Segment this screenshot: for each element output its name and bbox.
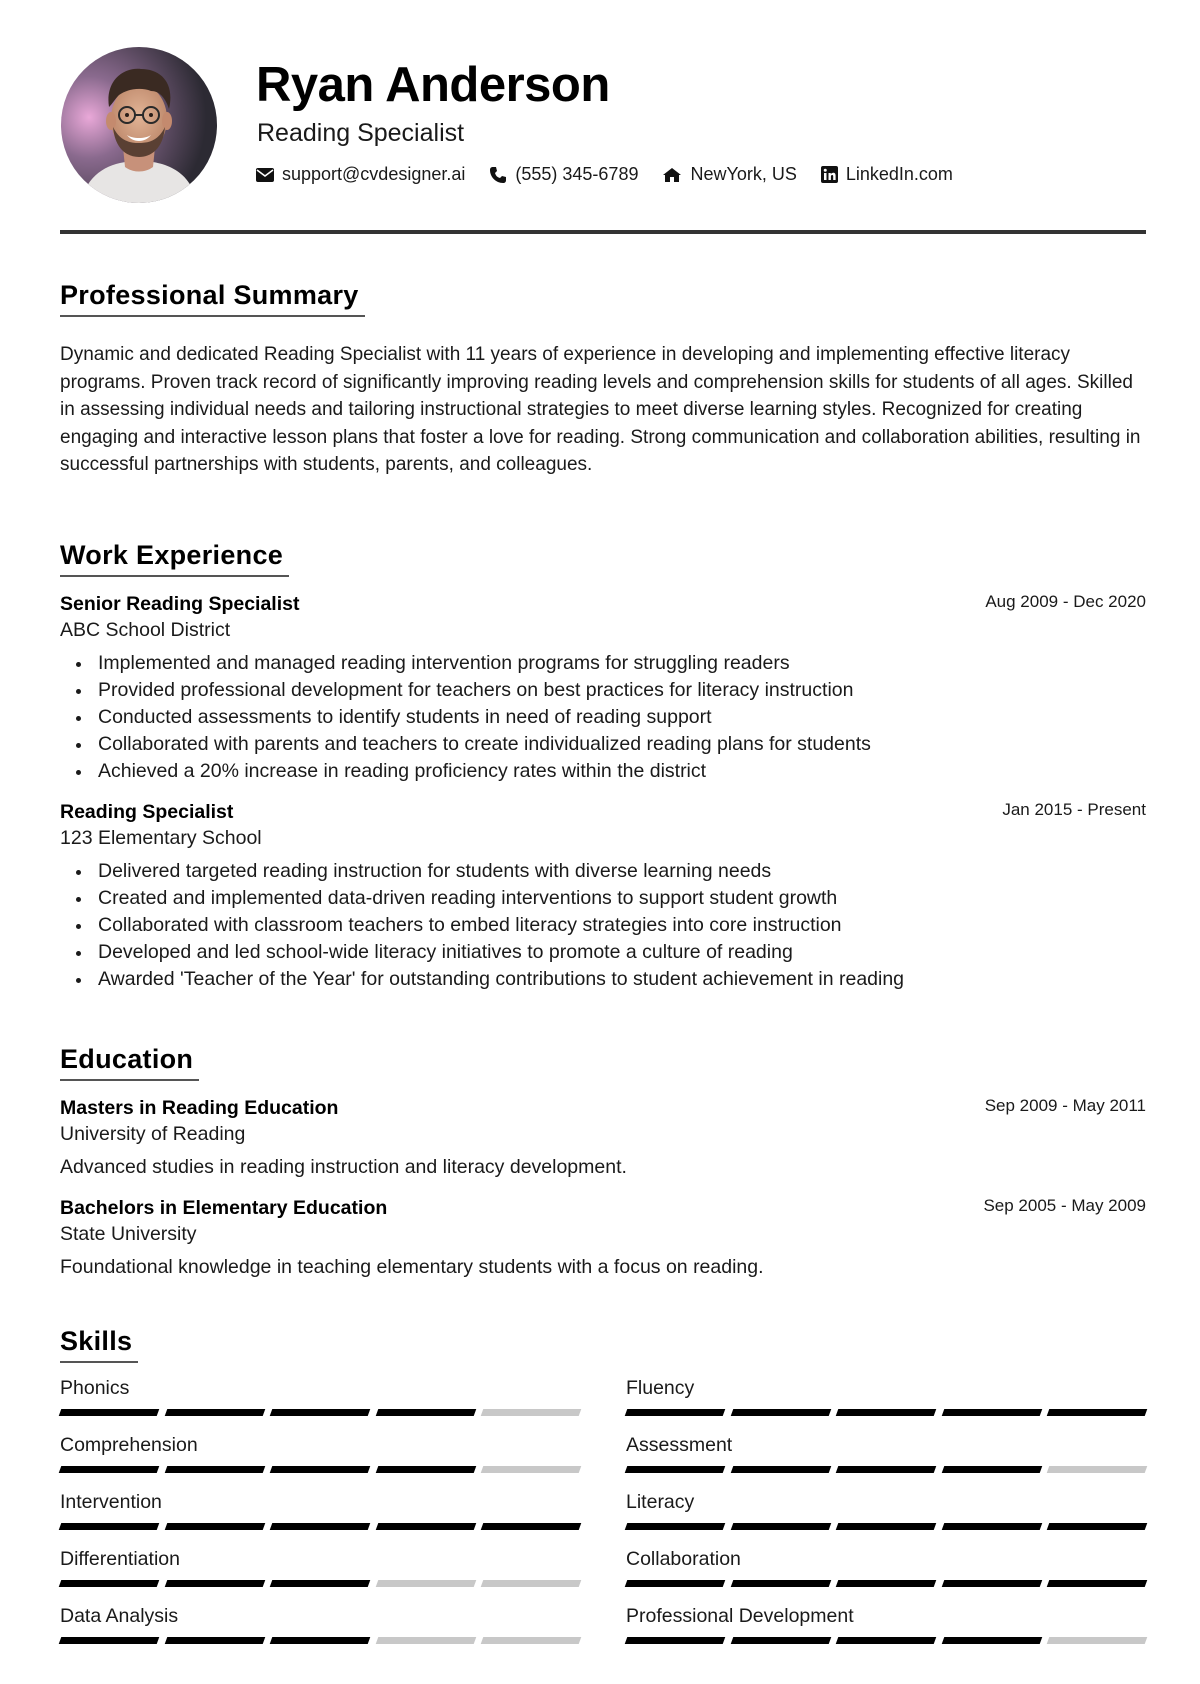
skill-name: Intervention bbox=[60, 1491, 162, 1513]
job-bullet: Conducted assessments to identify students in need of reading support bbox=[60, 704, 1146, 731]
skill-name: Professional Development bbox=[626, 1605, 854, 1627]
envelope-icon bbox=[256, 168, 274, 182]
linkedin-icon bbox=[821, 166, 838, 183]
job-title: Senior Reading Specialist bbox=[60, 593, 300, 615]
job-bullets bbox=[60, 858, 1146, 993]
skill-segment-filled bbox=[164, 1409, 264, 1416]
education-description: Foundational knowledge in teaching elementary students with a focus on reading. bbox=[60, 1256, 764, 1278]
skill-segment-empty bbox=[1047, 1466, 1147, 1473]
skill-segment-filled bbox=[942, 1523, 1042, 1530]
skill-segment-filled bbox=[376, 1466, 476, 1473]
skill-segment-empty bbox=[481, 1580, 581, 1587]
skill-item bbox=[60, 1489, 580, 1546]
skill-level-bar bbox=[60, 1637, 580, 1644]
education-dates: Sep 2005 - May 2009 bbox=[983, 1196, 1146, 1215]
skill-name: Fluency bbox=[626, 1377, 695, 1399]
location-text: NewYork, US bbox=[690, 164, 797, 184]
skill-segment-filled bbox=[1047, 1580, 1147, 1587]
skill-name: Differentiation bbox=[60, 1548, 180, 1570]
job-dates: Aug 2009 - Dec 2020 bbox=[985, 592, 1146, 611]
skill-segment-filled bbox=[836, 1409, 936, 1416]
education-dates: Sep 2009 - May 2011 bbox=[984, 1096, 1146, 1115]
skill-item bbox=[626, 1603, 1146, 1660]
job-bullet: Collaborated with classroom teachers to embed literacy strategies into core instruction bbox=[60, 912, 1146, 939]
skill-segment-filled bbox=[942, 1466, 1042, 1473]
skill-level-bar bbox=[626, 1580, 1146, 1587]
skill-segment-filled bbox=[376, 1523, 476, 1530]
skill-segment-filled bbox=[942, 1580, 1042, 1587]
skill-segment-filled bbox=[730, 1580, 830, 1587]
school-name: University of Reading bbox=[60, 1123, 246, 1145]
skill-name: Literacy bbox=[626, 1491, 695, 1513]
candidate-name: Ryan Anderson bbox=[256, 58, 610, 112]
phone-icon bbox=[489, 166, 507, 184]
skill-segment-filled bbox=[59, 1466, 159, 1473]
job-bullet: Provided professional development for teachers on best practices for literacy instruction bbox=[60, 677, 1146, 704]
skill-segment-empty bbox=[376, 1637, 476, 1644]
skill-name: Phonics bbox=[60, 1377, 130, 1399]
job-dates: Jan 2015 - Present bbox=[1002, 800, 1146, 819]
skill-segment-filled bbox=[625, 1523, 725, 1530]
skill-item bbox=[60, 1375, 580, 1432]
experience-section bbox=[60, 538, 1146, 993]
skill-segment-filled bbox=[730, 1523, 830, 1530]
skill-item bbox=[60, 1603, 580, 1660]
skill-item bbox=[626, 1546, 1146, 1603]
skill-segment-filled bbox=[270, 1523, 370, 1530]
skill-segment-filled bbox=[730, 1409, 830, 1416]
skill-segment-filled bbox=[1047, 1409, 1147, 1416]
skill-segment-filled bbox=[625, 1466, 725, 1473]
summary-section bbox=[60, 278, 1146, 479]
skill-segment-filled bbox=[376, 1409, 476, 1416]
skill-item bbox=[60, 1432, 580, 1489]
skill-segment-filled bbox=[836, 1523, 936, 1530]
skill-level-bar bbox=[626, 1409, 1146, 1416]
skill-name: Assessment bbox=[626, 1434, 733, 1456]
skill-level-bar bbox=[60, 1466, 580, 1473]
section-heading: Education bbox=[60, 1042, 199, 1081]
skill-segment-filled bbox=[59, 1637, 159, 1644]
linkedin-text: LinkedIn.com bbox=[845, 164, 953, 184]
job-entry bbox=[60, 591, 1146, 785]
skill-segment-filled bbox=[270, 1409, 370, 1416]
candidate-title: Reading Specialist bbox=[257, 119, 465, 147]
job-organization: 123 Elementary School bbox=[60, 827, 262, 849]
skill-segment-empty bbox=[481, 1409, 581, 1416]
skill-item bbox=[626, 1375, 1146, 1432]
job-bullet: Awarded 'Teacher of the Year' for outstanding contributions to student achievement in reading bbox=[60, 966, 1146, 993]
skill-name: Collaboration bbox=[626, 1548, 741, 1570]
skills-section bbox=[60, 1324, 1146, 1627]
skill-segment-filled bbox=[1047, 1523, 1147, 1530]
summary-text: Dynamic and dedicated Reading Specialist with 11 years of experience in developing and implementing effective literacy programs. Proven track record of significantly improving reading levels and comprehension skills for students of all ages. Skilled in assessing individual needs and tailoring instructional strategies to meet diverse learning styles. Recognized for creating engaging and interactive lesson plans that foster a love for reading. Strong communication and collaboration abilities, resulting in successful partnerships with students, parents, and colleagues. bbox=[60, 344, 1141, 475]
skill-segment-filled bbox=[836, 1466, 936, 1473]
skill-item bbox=[60, 1546, 580, 1603]
skill-segment-filled bbox=[164, 1580, 264, 1587]
skill-segment-filled bbox=[270, 1580, 370, 1587]
education-description: Advanced studies in reading instruction and literacy development. bbox=[60, 1156, 627, 1178]
skill-segment-filled bbox=[59, 1409, 159, 1416]
skill-segment-filled bbox=[270, 1466, 370, 1473]
education-entry bbox=[60, 1195, 1146, 1281]
skill-segment-filled bbox=[836, 1580, 936, 1587]
skill-name: Comprehension bbox=[60, 1434, 198, 1456]
education-section bbox=[60, 1042, 1146, 1281]
contact-linkedin[interactable] bbox=[821, 164, 953, 185]
job-bullets bbox=[60, 650, 1146, 785]
skill-level-bar bbox=[60, 1523, 580, 1530]
job-entry bbox=[60, 799, 1146, 993]
skill-segment-filled bbox=[942, 1637, 1042, 1644]
degree-title: Bachelors in Elementary Education bbox=[60, 1197, 388, 1219]
skill-item bbox=[626, 1432, 1146, 1489]
home-icon bbox=[662, 167, 682, 183]
skill-segment-empty bbox=[481, 1466, 581, 1473]
contact-phone[interactable] bbox=[489, 164, 638, 185]
skill-segment-empty bbox=[481, 1637, 581, 1644]
skill-segment-empty bbox=[376, 1580, 476, 1587]
skill-segment-filled bbox=[625, 1580, 725, 1587]
skill-segment-filled bbox=[59, 1523, 159, 1530]
skill-item bbox=[626, 1489, 1146, 1546]
skill-segment-filled bbox=[164, 1637, 264, 1644]
email-text: support@cvdesigner.ai bbox=[282, 164, 466, 184]
job-bullet: Achieved a 20% increase in reading proficiency rates within the district bbox=[60, 758, 1146, 785]
job-bullet: Collaborated with parents and teachers to create individualized reading plans for students bbox=[60, 731, 1146, 758]
job-bullet: Implemented and managed reading intervention programs for struggling readers bbox=[60, 650, 1146, 677]
skill-segment-empty bbox=[1047, 1637, 1147, 1644]
skill-segment-filled bbox=[730, 1637, 830, 1644]
degree-title: Masters in Reading Education bbox=[60, 1097, 339, 1119]
job-organization: ABC School District bbox=[60, 619, 231, 641]
job-bullet: Created and implemented data-driven reading interventions to support student growth bbox=[60, 885, 1146, 912]
skill-level-bar bbox=[626, 1523, 1146, 1530]
header-divider bbox=[60, 230, 1146, 234]
education-entry bbox=[60, 1095, 1146, 1181]
skill-level-bar bbox=[626, 1466, 1146, 1473]
section-heading: Professional Summary bbox=[60, 278, 365, 317]
resume-header bbox=[60, 46, 1146, 236]
skill-segment-filled bbox=[836, 1637, 936, 1644]
skill-level-bar bbox=[626, 1637, 1146, 1644]
skill-segment-filled bbox=[270, 1637, 370, 1644]
skill-level-bar bbox=[60, 1580, 580, 1587]
job-bullet: Delivered targeted reading instruction for students with diverse learning needs bbox=[60, 858, 1146, 885]
skill-segment-filled bbox=[164, 1466, 264, 1473]
skill-name: Data Analysis bbox=[60, 1605, 179, 1627]
skill-segment-filled bbox=[164, 1523, 264, 1530]
skill-segment-filled bbox=[730, 1466, 830, 1473]
section-heading: Skills bbox=[60, 1324, 138, 1363]
job-bullet: Developed and led school-wide literacy initiatives to promote a culture of reading bbox=[60, 939, 1146, 966]
phone-text: (555) 345-6789 bbox=[515, 164, 639, 184]
skill-segment-filled bbox=[481, 1523, 581, 1530]
skill-segment-filled bbox=[625, 1409, 725, 1416]
school-name: State University bbox=[60, 1223, 197, 1245]
skill-level-bar bbox=[60, 1409, 580, 1416]
contact-location bbox=[662, 164, 796, 185]
skill-segment-filled bbox=[59, 1580, 159, 1587]
skill-segment-filled bbox=[625, 1637, 725, 1644]
profile-photo bbox=[61, 47, 217, 203]
section-heading: Work Experience bbox=[60, 538, 289, 577]
job-title: Reading Specialist bbox=[60, 801, 234, 823]
skill-segment-filled bbox=[942, 1409, 1042, 1416]
contact-row bbox=[256, 164, 977, 185]
contact-email[interactable] bbox=[256, 164, 465, 185]
